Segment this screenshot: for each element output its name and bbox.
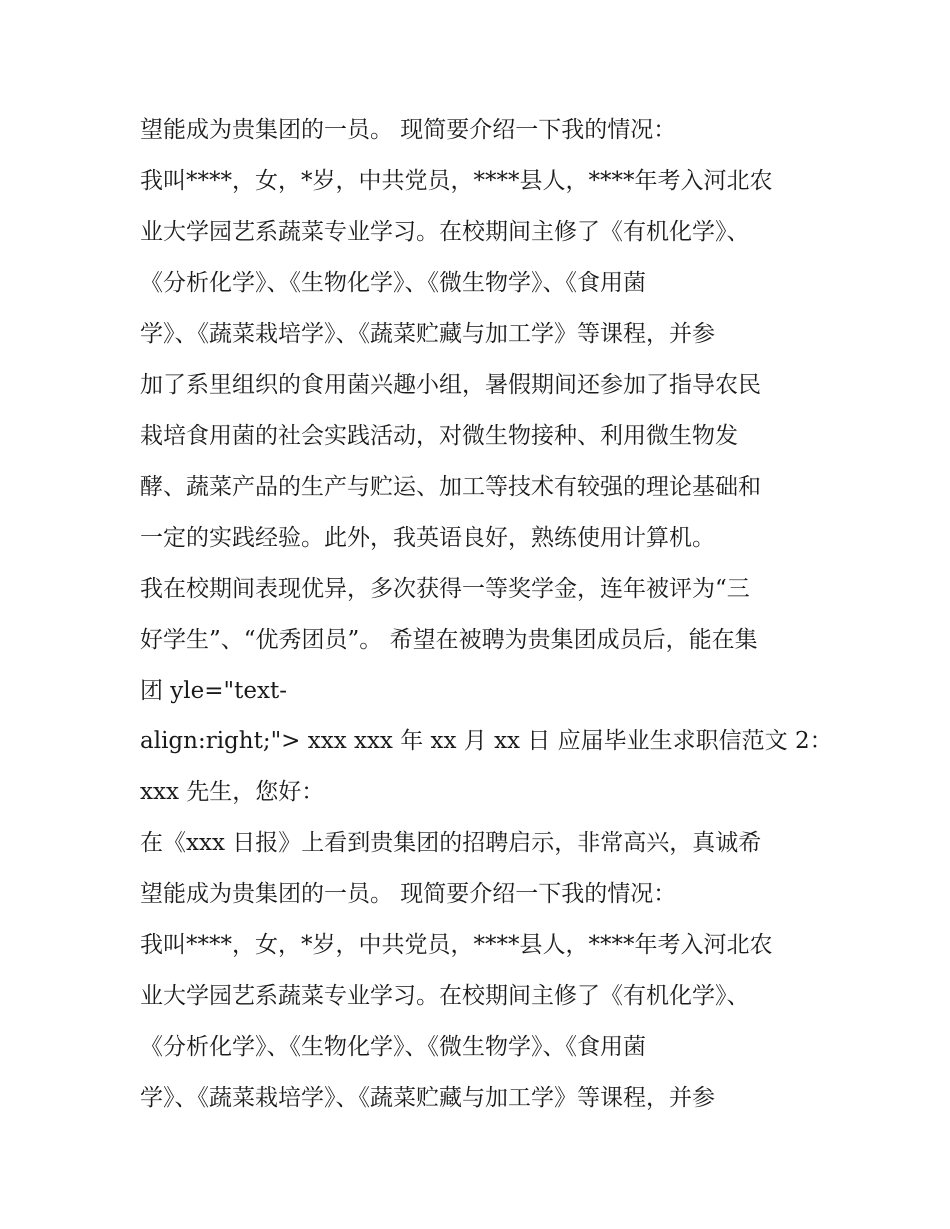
text-line: 一定的实践经验。此外，我英语良好，熟练使用计算机。 <box>140 525 715 551</box>
text-line: 加了系里组织的食用菌兴趣小组，暑假期间还参加了指导农民 <box>140 372 761 398</box>
text-line: 《分析化学》、《生物化学》、《微生物学》、《食用菌 <box>140 270 646 296</box>
text-line: 我叫****，女，*岁，中共党员，****县人，****年考入河北农 <box>140 168 773 194</box>
text-line: align:right;"> xxx xxx 年 xx 月 xx 日 应届毕业生求职信范文 2： <box>140 728 833 754</box>
text-line: 我在校期间表现优异，多次获得一等奖学金，连年被评为“三 <box>140 576 750 602</box>
text-line: 业大学园艺系蔬菜专业学习。在校期间主修了《有机化学》、 <box>140 983 750 1009</box>
text-line: xxx 先生，您好： <box>140 779 325 805</box>
text-line: 望能成为贵集团的一员。 现简要介绍一下我的情况： <box>140 117 677 143</box>
text-line: 望能成为贵集团的一员。 现简要介绍一下我的情况： <box>140 881 677 907</box>
text-line: 我叫****，女，*岁，中共党员，****县人，****年考入河北农 <box>140 932 773 958</box>
text-line: 好学生”、“优秀团员”。 希望在被聘为贵集团成员后，能在集 <box>140 627 758 653</box>
text-line: 酵、蔬菜产品的生产与贮运、加工等技术有较强的理论基础和 <box>140 474 761 500</box>
text-line: 栽培食用菌的社会实践活动，对微生物接种、利用微生物发 <box>140 423 738 449</box>
text-line: 团 yle="text- <box>140 678 287 704</box>
text-line: 学》、《蔬菜栽培学》、《蔬菜贮藏与加工学》等课程，并参 <box>140 1085 715 1111</box>
text-line: 业大学园艺系蔬菜专业学习。在校期间主修了《有机化学》、 <box>140 219 750 245</box>
text-line: 《分析化学》、《生物化学》、《微生物学》、《食用菌 <box>140 1034 646 1060</box>
text-line: 在《xxx 日报》上看到贵集团的招聘启示，非常高兴，真诚希 <box>140 830 762 856</box>
text-line: 学》、《蔬菜栽培学》、《蔬菜贮藏与加工学》等课程，并参 <box>140 321 715 347</box>
